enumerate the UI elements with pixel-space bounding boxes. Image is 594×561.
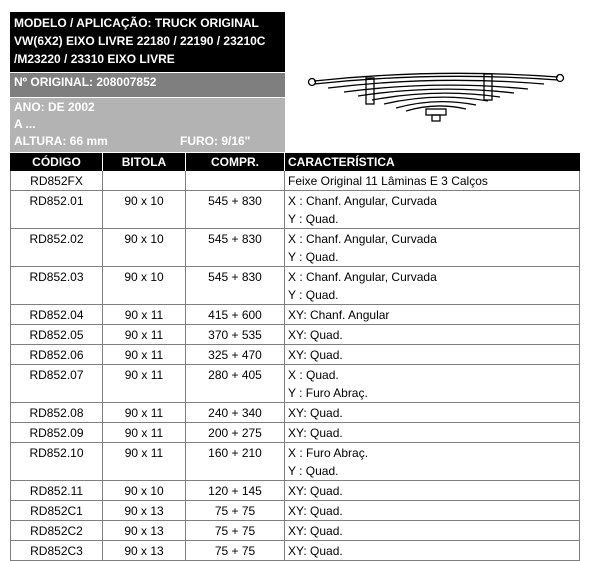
cell-gauge: 90 x 13	[103, 521, 186, 541]
col-gauge: BITOLA	[103, 153, 186, 171]
cell-code: RD852.07	[11, 365, 103, 403]
cell-feature	[285, 481, 580, 501]
table-row	[11, 521, 580, 541]
cell-length: 75 + 75	[186, 521, 285, 541]
cell-feature	[285, 541, 580, 561]
cell-gauge: 90 x 10	[103, 267, 186, 305]
feature-line: XY: Quad.	[288, 406, 343, 420]
cell-feature	[285, 229, 580, 267]
cell-code: RD852.09	[11, 423, 103, 443]
cell-gauge: 90 x 11	[103, 325, 186, 345]
feature-line: Y : Quad.	[288, 464, 339, 478]
feature-line: Y : Quad.	[288, 288, 339, 302]
cell-feature	[285, 365, 580, 403]
table-row	[11, 365, 580, 403]
table-row	[11, 229, 580, 267]
col-code: CÓDIGO	[11, 153, 103, 171]
table-row	[11, 541, 580, 561]
cell-length: 75 + 75	[186, 541, 285, 561]
table-row	[11, 325, 580, 345]
cell-length: 545 + 830	[186, 267, 285, 305]
cell-gauge: 90 x 11	[103, 403, 186, 423]
feature-line: XY: Quad.	[288, 348, 343, 362]
feature-line: XY: Quad.	[288, 504, 343, 518]
model-line-2: VW(6X2) EIXO LIVRE 22180 / 22190 / 23210C	[14, 34, 266, 48]
cell-code: RD852.10	[11, 443, 103, 481]
feature-line: X : Chanf. Angular, Curvada	[288, 270, 437, 284]
leaf-spring-image	[286, 12, 580, 152]
cell-gauge: 90 x 11	[103, 365, 186, 403]
year-box	[10, 97, 285, 152]
cell-code: RD852C3	[11, 541, 103, 561]
height-label: ALTURA: 66 mm	[14, 134, 108, 148]
cell-length: 200 + 275	[186, 423, 285, 443]
col-feature: CARACTERÍSTICA	[285, 153, 580, 171]
cell-length: 545 + 830	[186, 229, 285, 267]
table-row	[11, 481, 580, 501]
cell-gauge	[103, 171, 186, 191]
cell-length: 325 + 470	[186, 345, 285, 365]
table-row	[11, 267, 580, 305]
feature-line: XY: Quad.	[288, 484, 343, 498]
feature-line: XY: Chanf. Angular	[288, 308, 390, 322]
cell-feature	[285, 171, 580, 191]
cell-gauge: 90 x 13	[103, 541, 186, 561]
cell-code: RD852.04	[11, 305, 103, 325]
cell-code: RD852C1	[11, 501, 103, 521]
cell-gauge: 90 x 11	[103, 305, 186, 325]
model-box	[10, 12, 285, 72]
model-line-1: MODELO / APLICAÇÃO: TRUCK ORIGINAL	[14, 16, 259, 30]
table-row	[11, 305, 580, 325]
cell-code: RD852FX	[11, 171, 103, 191]
cell-length: 370 + 535	[186, 325, 285, 345]
feature-line: XY: Quad.	[288, 524, 343, 538]
cell-gauge: 90 x 11	[103, 423, 186, 443]
feature-line: XY: Quad.	[288, 426, 343, 440]
feature-line: Y : Quad.	[288, 250, 339, 264]
col-length: COMPR.	[186, 153, 285, 171]
cell-gauge: 90 x 10	[103, 481, 186, 501]
cell-feature	[285, 501, 580, 521]
feature-line: Y : Quad.	[288, 212, 339, 226]
cell-code: RD852C2	[11, 521, 103, 541]
table-header-row	[11, 153, 580, 171]
cell-feature	[285, 305, 580, 325]
feature-line: X : Furo Abraç.	[288, 446, 369, 460]
cell-feature	[285, 403, 580, 423]
year-label: ANO: DE 2002	[14, 100, 95, 114]
spec-sheet	[10, 12, 580, 558]
cell-feature	[285, 267, 580, 305]
cell-length: 280 + 405	[186, 365, 285, 403]
cell-feature	[285, 191, 580, 229]
cell-code: RD852.11	[11, 481, 103, 501]
cell-feature	[285, 521, 580, 541]
table-row	[11, 443, 580, 481]
model-line-3: /M23220 / 23310 EIXO LIVRE	[14, 52, 175, 66]
cell-gauge: 90 x 10	[103, 191, 186, 229]
cell-code: RD852.08	[11, 403, 103, 423]
table-row	[11, 501, 580, 521]
cell-feature	[285, 325, 580, 345]
cell-gauge: 90 x 13	[103, 501, 186, 521]
cell-code: RD852.05	[11, 325, 103, 345]
header-block	[10, 12, 285, 152]
cell-length: 160 + 210	[186, 443, 285, 481]
original-number: Nº ORIGINAL: 208007852	[10, 72, 285, 97]
cell-length: 120 + 145	[186, 481, 285, 501]
table-row	[11, 403, 580, 423]
cell-gauge: 90 x 11	[103, 345, 186, 365]
feature-line: XY: Quad.	[288, 328, 343, 342]
cell-feature	[285, 443, 580, 481]
table-row	[11, 171, 580, 191]
year-to-label: A ...	[14, 117, 36, 131]
feature-line: XY: Quad.	[288, 544, 343, 558]
cell-code: RD852.03	[11, 267, 103, 305]
feature-line: Feixe Original 11 Lâminas E 3 Calços	[288, 174, 488, 188]
cell-length: 240 + 340	[186, 403, 285, 423]
feature-line: X : Chanf. Angular, Curvada	[288, 194, 437, 208]
hole-label: FURO: 9/16"	[180, 134, 251, 148]
cell-code: RD852.01	[11, 191, 103, 229]
table-row	[11, 423, 580, 443]
cell-feature	[285, 345, 580, 365]
feature-line: X : Chanf. Angular, Curvada	[288, 232, 437, 246]
cell-length: 545 + 830	[186, 191, 285, 229]
table-row	[11, 345, 580, 365]
cell-gauge: 90 x 10	[103, 229, 186, 267]
cell-feature	[285, 423, 580, 443]
cell-length: 75 + 75	[186, 501, 285, 521]
cell-length	[186, 171, 285, 191]
spec-table	[10, 153, 580, 561]
leaf-spring-drawing	[286, 12, 580, 152]
cell-code: RD852.02	[11, 229, 103, 267]
table-row	[11, 191, 580, 229]
cell-length: 415 + 600	[186, 305, 285, 325]
feature-line: Y : Furo Abraç.	[288, 386, 368, 400]
cell-gauge: 90 x 11	[103, 443, 186, 481]
feature-line: X : Quad.	[288, 368, 339, 382]
cell-code: RD852.06	[11, 345, 103, 365]
